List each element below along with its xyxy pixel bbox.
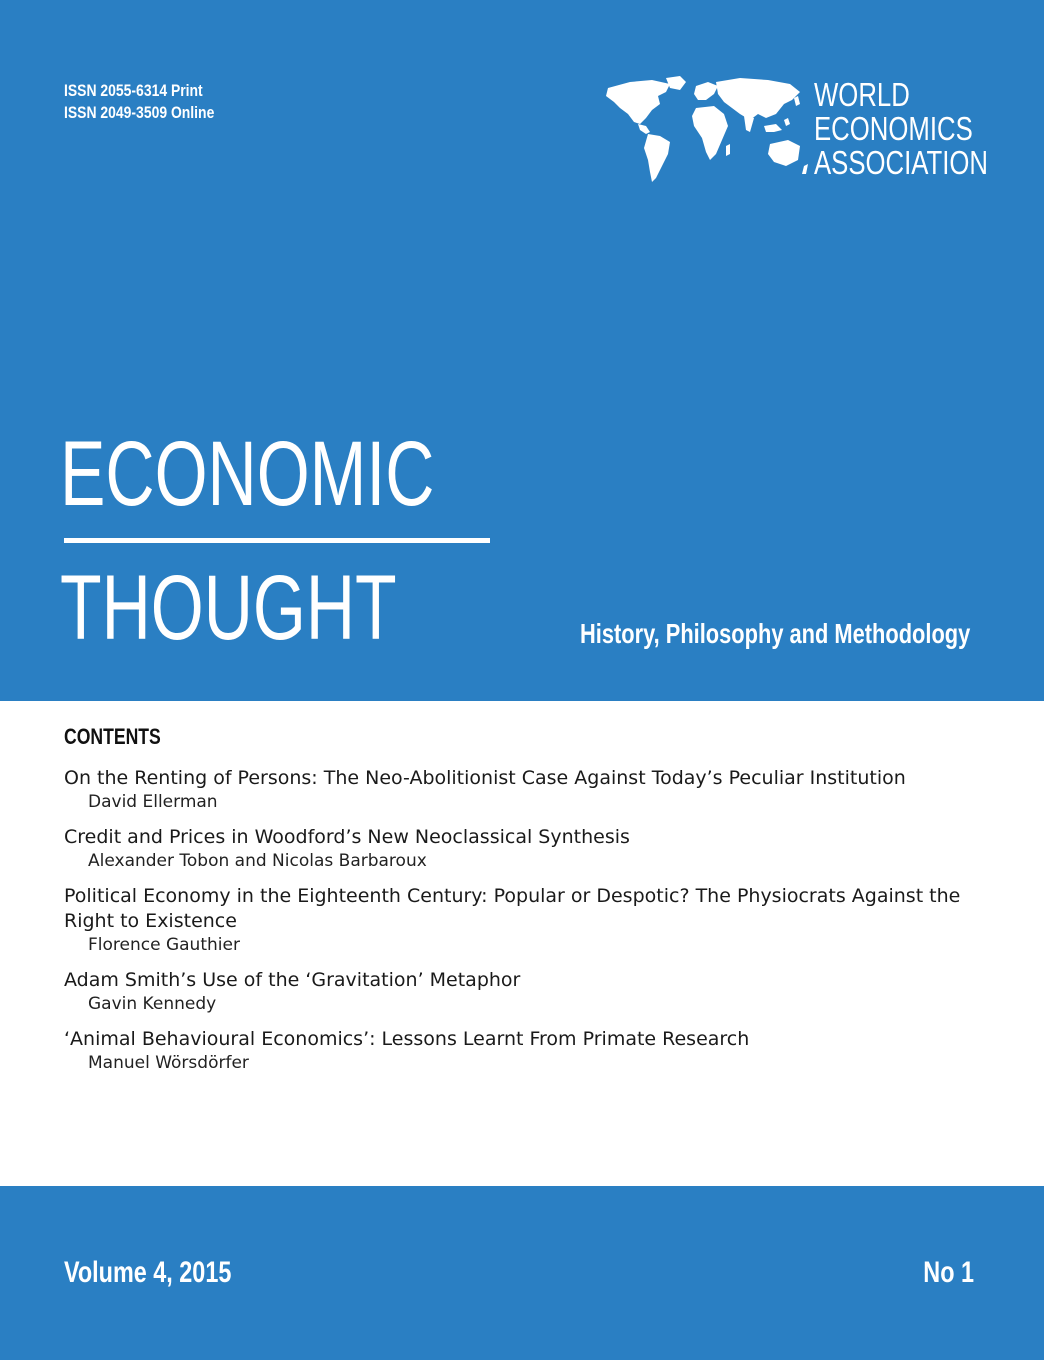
issn-online: ISSN 2049-3509 Online [64,103,215,122]
issn-print: ISSN 2055-6314 Print [64,81,203,100]
article-title: Credit and Prices in Woodford’s New Neoclassical Synthesis [64,826,630,848]
contents-section [64,724,994,1086]
article-author: Manuel Wörsdörfer [88,1053,249,1073]
organization-name-line1: WORLD [814,76,910,113]
organization-name-line3: ASSOCIATION [814,144,989,181]
journal-subtitle: History, Philosophy and Methodology [580,618,971,649]
article-author: Gavin Kennedy [88,994,217,1014]
journal-title-line2: THOUGHT [60,557,397,659]
wea-logo [600,74,989,189]
article-title: ‘Animal Behavioural Economics’: Lessons Learnt From Primate Research [64,1028,750,1050]
organization-name [814,78,988,180]
title-divider [64,538,490,543]
issn-block [64,80,214,124]
world-map-icon [600,74,810,186]
article-title: Adam Smith’s Use of the ‘Gravitation’ Metaphor [64,969,521,991]
cover-footer [0,1186,1044,1360]
article-title: Political Economy in the Eighteenth Century: Popular or Despotic? The Physiocrats Against the Right to Existence [64,885,961,932]
article-entry [64,884,994,957]
volume-label: Volume 4, 2015 [64,1256,232,1289]
article-author: Florence Gauthier [88,935,240,955]
contents-heading: CONTENTS [64,724,161,749]
article-title: On the Renting of Persons: The Neo-Abolitionist Case Against Today’s Peculiar Institution [64,767,906,789]
issue-number: No 1 [923,1256,974,1289]
article-entry [64,766,994,814]
journal-title-line1: ECONOMIC [60,423,435,525]
article-entry [64,825,994,873]
article-entry [64,968,994,1016]
article-author: Alexander Tobon and Nicolas Barbaroux [88,851,427,871]
article-author: David Ellerman [88,792,218,812]
organization-name-line2: ECONOMICS [814,110,973,147]
article-entry [64,1027,994,1075]
